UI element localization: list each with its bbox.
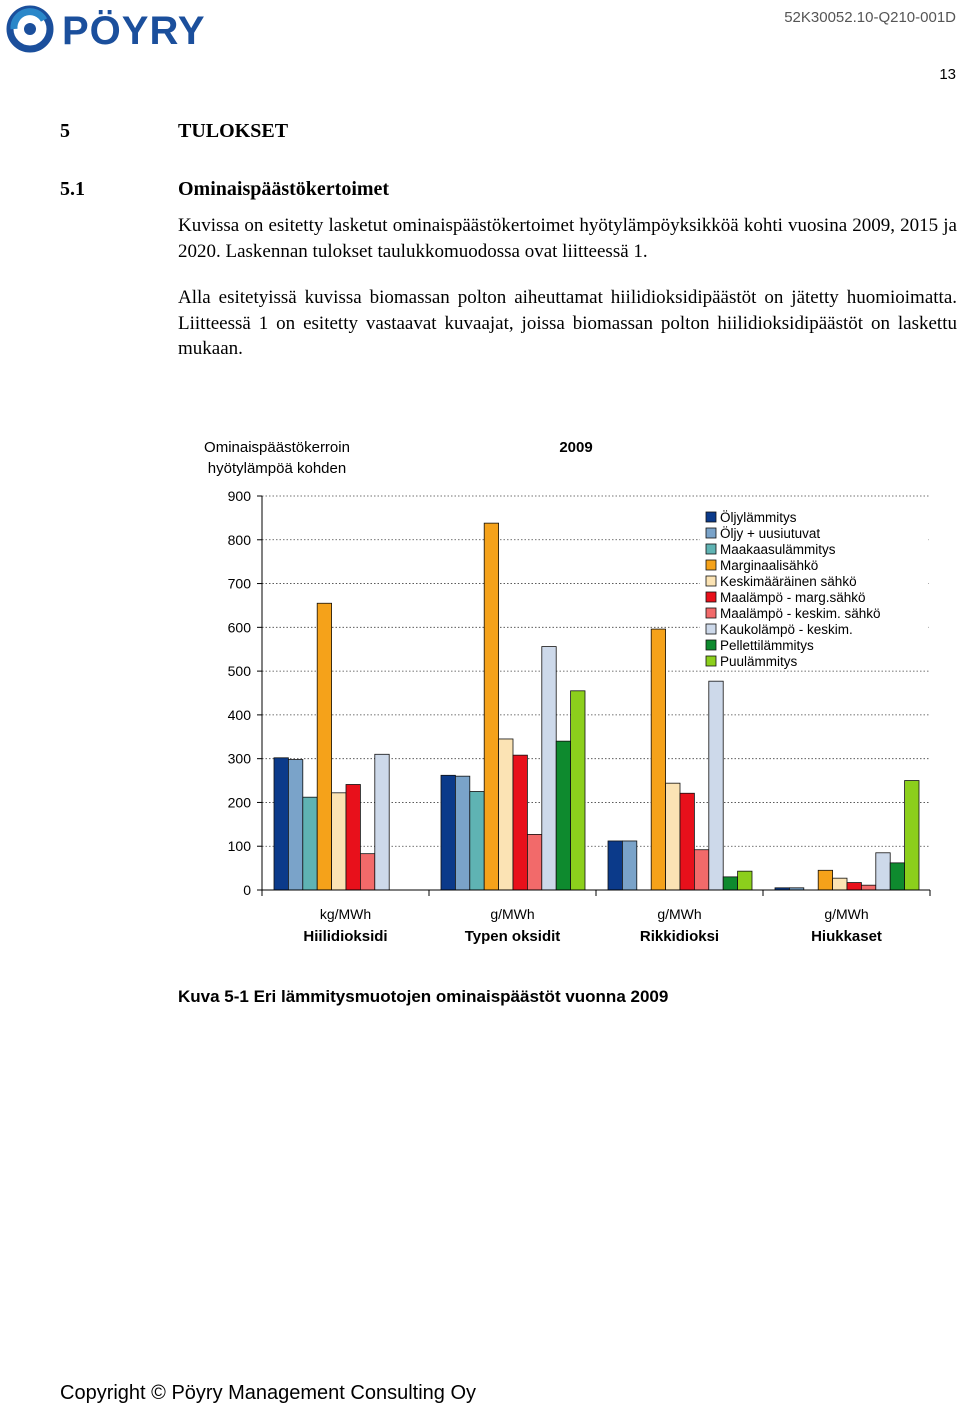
bar <box>571 691 585 890</box>
logo-mark <box>10 9 50 49</box>
x-category-label: Rikkidioksi <box>639 928 720 945</box>
bar <box>709 681 723 890</box>
legend-label: Maalämpö - marg.sähkö <box>720 590 866 605</box>
bar <box>723 877 737 890</box>
chart-ylabel-line-1: Ominaispäästökerroin <box>204 439 350 456</box>
bar <box>484 523 498 890</box>
legend-label: Maakaasulämmitys <box>720 542 836 557</box>
section-number: 5 <box>60 120 70 142</box>
y-tick-label: 200 <box>227 794 251 811</box>
x-unit-label: g/MWh <box>824 906 869 922</box>
bar <box>470 792 484 891</box>
legend-swatch <box>706 576 716 586</box>
poyry-logo <box>4 4 244 54</box>
bar <box>513 755 527 890</box>
bar <box>861 885 875 890</box>
x-unit-label: g/MWh <box>657 906 702 922</box>
legend-swatch <box>706 624 716 634</box>
emissions-bar-chart <box>0 420 960 960</box>
bar <box>360 854 374 890</box>
body-paragraph: Kuvissa on esitetty lasketut ominaispäästökertoimet hyötylämpöyksikköä kohti vuosina 2009, 2015 ja 2020. Laskennan tulokset taulukkomuodossa ovat liitteessä 1. <box>178 215 957 262</box>
bar <box>622 841 636 890</box>
bar <box>608 841 622 890</box>
bar <box>441 775 455 890</box>
logo-wordmark: PÖYRY <box>62 9 206 53</box>
section-heading <box>60 120 660 146</box>
y-tick-label: 100 <box>227 838 251 855</box>
page-number: 13 <box>939 66 956 83</box>
x-unit-label: kg/MWh <box>319 906 372 922</box>
bar <box>905 781 919 890</box>
bar <box>317 603 331 890</box>
legend-swatch <box>706 512 716 522</box>
x-unit-label: g/MWh <box>490 906 535 922</box>
bar <box>818 870 832 890</box>
legend-swatch <box>706 608 716 618</box>
bar <box>455 776 469 890</box>
bar <box>288 760 302 890</box>
subsection-title: Ominaispäästökertoimet <box>178 178 390 200</box>
bar <box>890 863 904 890</box>
bar <box>847 883 861 890</box>
x-category-label: Typen oksidit <box>464 928 561 945</box>
figure-caption: Kuva 5-1 Eri lämmitysmuotojen ominaispäästöt vuonna 2009 <box>178 987 669 1006</box>
y-tick-label: 800 <box>227 531 251 548</box>
y-tick-label: 0 <box>243 882 251 898</box>
document-id: 52K30052.10-Q210-001D <box>784 9 956 26</box>
legend-label: Kaukolämpö - keskim. <box>720 622 853 637</box>
bar <box>666 783 680 890</box>
x-category-label: Hiilidioksidi <box>303 928 388 945</box>
section-title: TULOKSET <box>178 120 289 142</box>
legend-label: Öljylämmitys <box>720 510 797 525</box>
bar <box>499 739 513 890</box>
legend-swatch <box>706 592 716 602</box>
y-tick-label: 300 <box>227 750 251 767</box>
y-tick-label: 400 <box>227 706 251 723</box>
legend-label: Marginaalisähkö <box>720 558 819 573</box>
legend-label: Pellettilämmitys <box>720 638 814 653</box>
bar <box>876 853 890 890</box>
bar <box>738 871 752 890</box>
bar <box>651 629 665 890</box>
legend-swatch <box>706 656 716 666</box>
legend-label: Öljy + uusiutuvat <box>720 526 821 541</box>
y-tick-label: 700 <box>227 575 251 592</box>
bar <box>346 784 360 890</box>
bar <box>556 741 570 890</box>
bar <box>303 797 317 890</box>
bar <box>542 647 556 890</box>
bar <box>332 793 346 890</box>
bar <box>274 758 288 890</box>
bar <box>833 878 847 890</box>
x-category-label: Hiukkaset <box>811 928 882 945</box>
legend-swatch <box>706 560 716 570</box>
legend-label: Puulämmitys <box>720 654 798 669</box>
y-tick-label: 500 <box>227 663 251 680</box>
subsection-number: 5.1 <box>60 178 85 200</box>
chart-ylabel-line-2: hyötylämpöä kohden <box>207 460 347 477</box>
y-tick-label: 600 <box>227 619 251 636</box>
bar <box>375 754 389 890</box>
legend-label: Maalämpö - keskim. sähkö <box>720 606 881 621</box>
bar <box>680 793 694 890</box>
y-tick-label: 900 <box>227 488 251 504</box>
legend-swatch <box>706 640 716 650</box>
chart-title: 2009 <box>559 439 593 456</box>
copyright-footer: Copyright © Pöyry Management Consulting Oy <box>60 1382 477 1404</box>
bar <box>527 834 541 890</box>
legend-label: Keskimääräinen sähkö <box>720 574 857 589</box>
bar <box>694 850 708 890</box>
legend-swatch <box>706 528 716 538</box>
legend-swatch <box>706 544 716 554</box>
subsection-heading <box>60 178 660 204</box>
body-paragraph: Alla esitetyissä kuvissa biomassan polton aiheuttamat hiilidioksidipäästöt on jätetty huomioimatta. Liitteessä 1 on esitetty vastaavat kuvaajat, joissa biomassan polton hiilidioksidipäästöt on laskettu mukaan. <box>178 287 957 359</box>
